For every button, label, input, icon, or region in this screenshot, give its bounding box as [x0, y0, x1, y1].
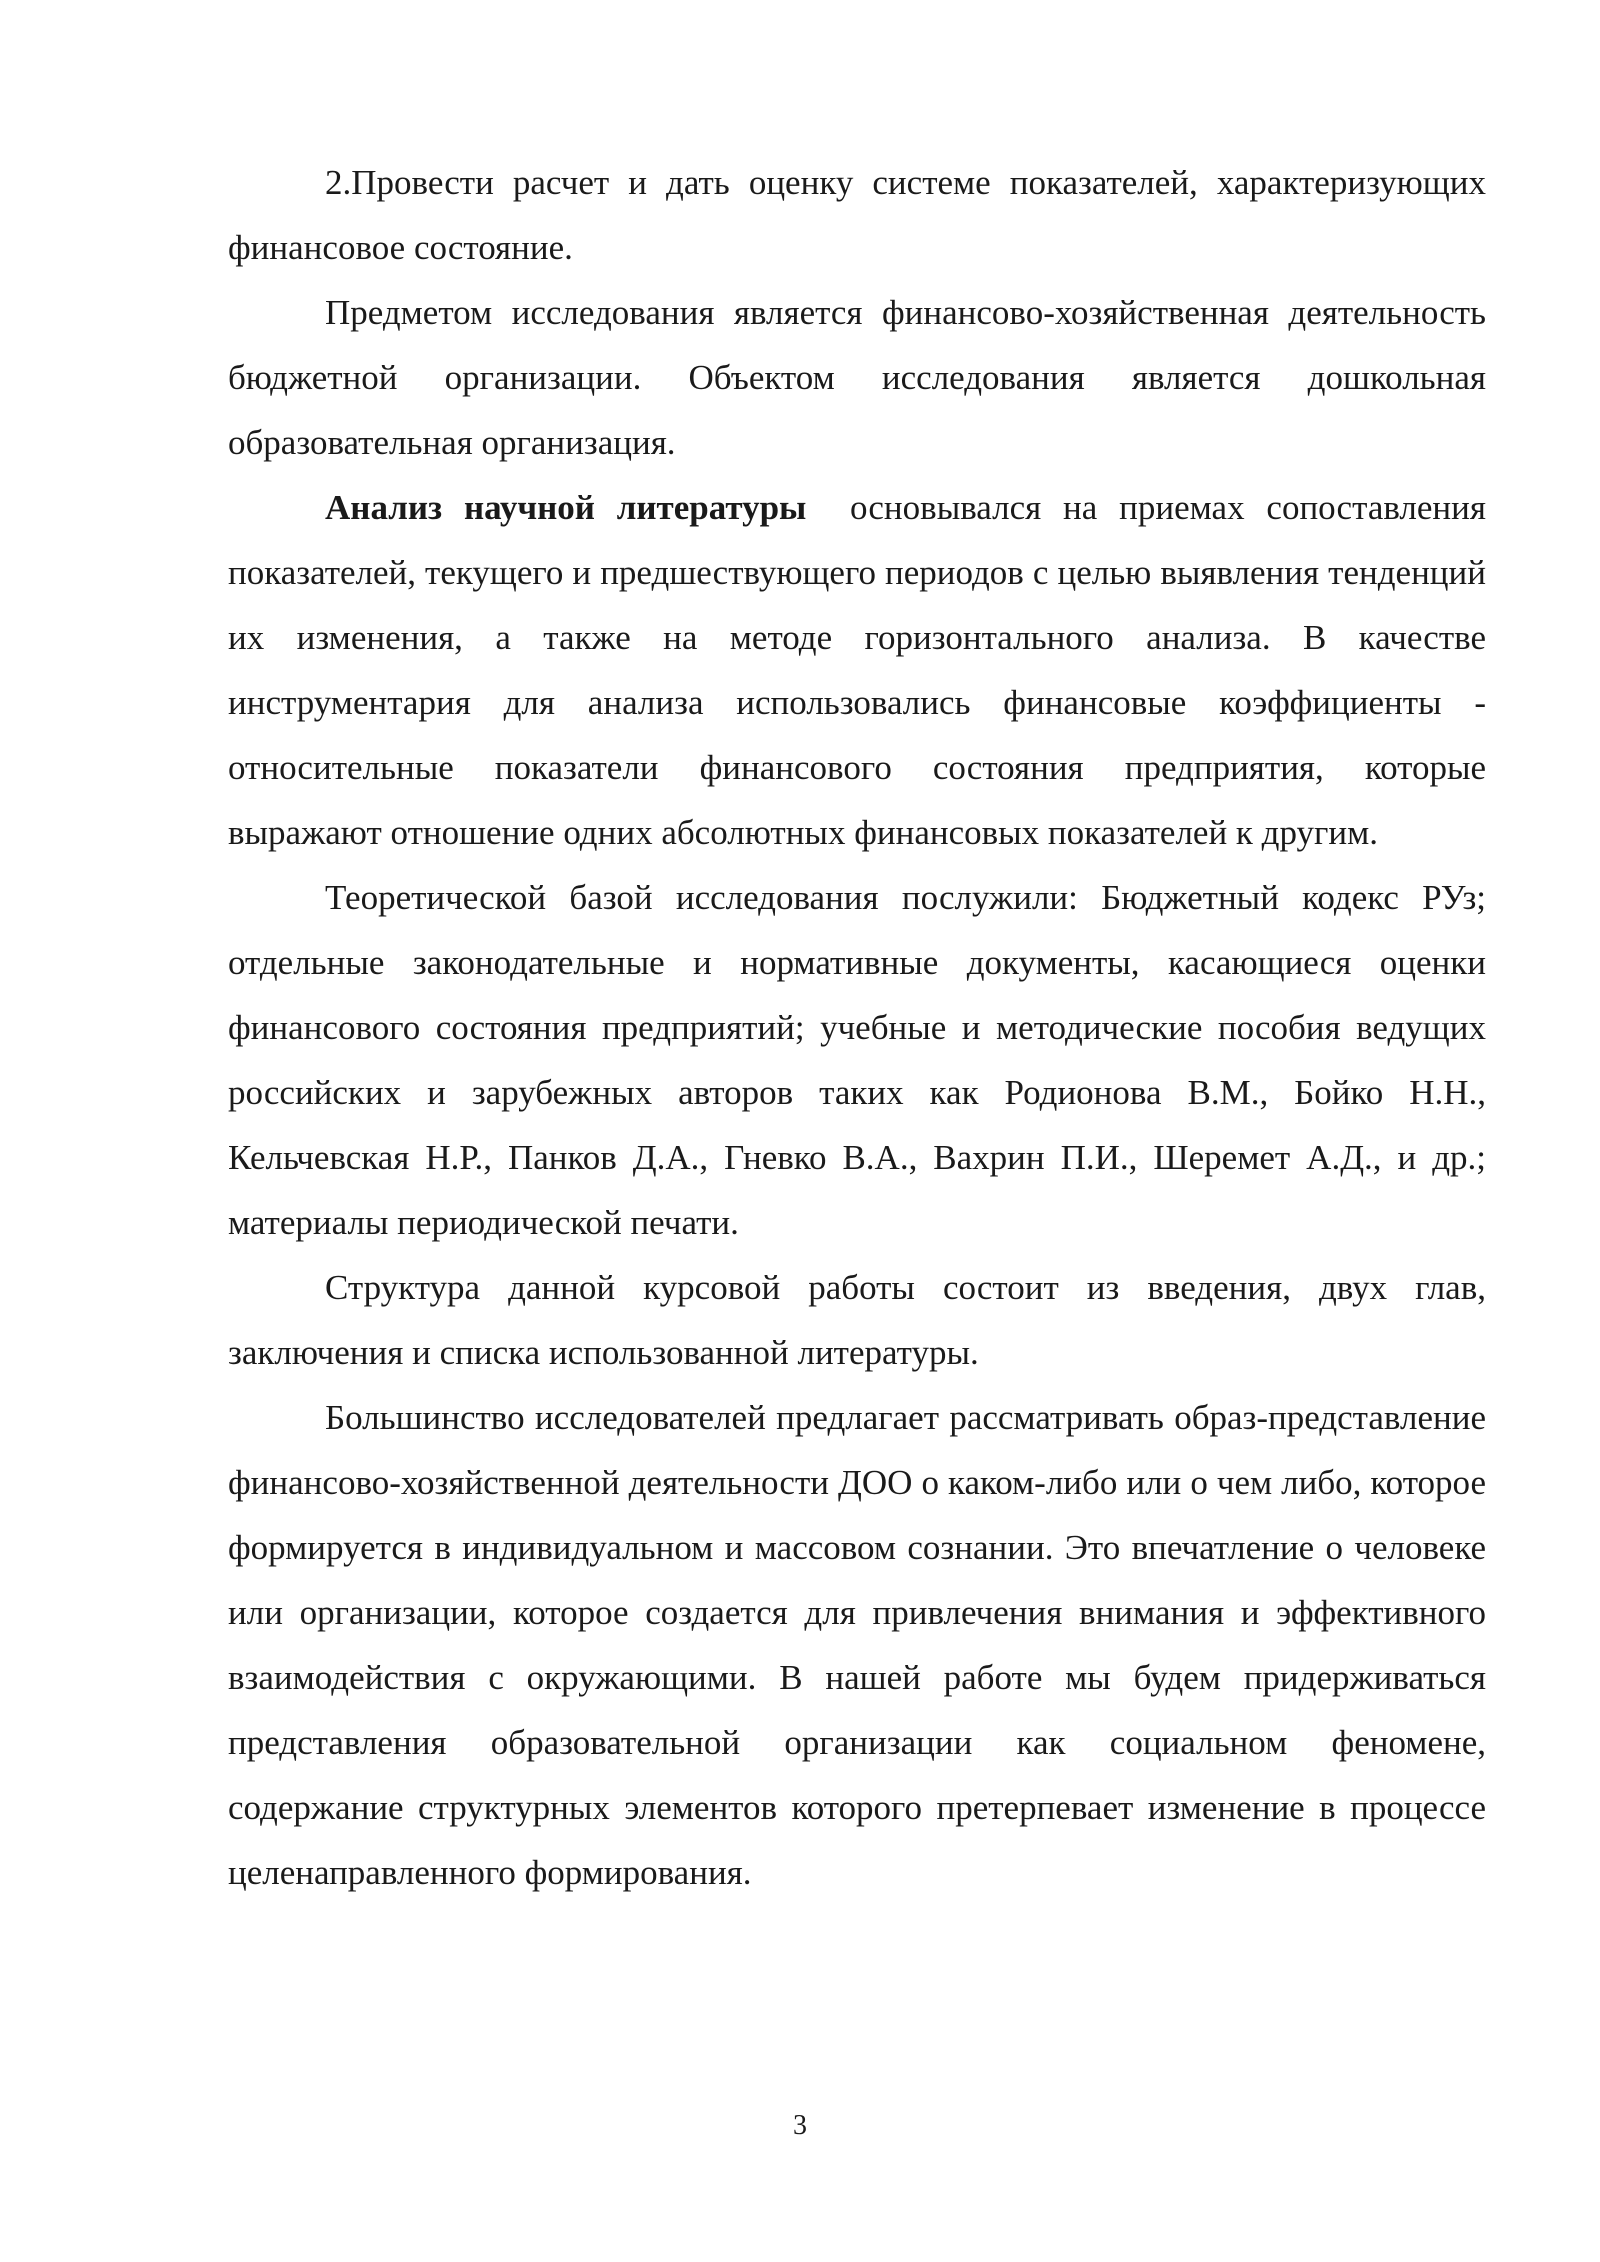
paragraph-text: Предметом исследования является финансово-хозяйственная деятельность бюджетной организации. Объектом исследования является дошкольная образовательная организация.: [228, 293, 1486, 462]
body-text: [228, 150, 1495, 1905]
paragraph-subject-object: [228, 280, 1486, 475]
paragraph-text: Теоретической базой исследования послужили: Бюджетный кодекс РУз; отдельные законодательные и нормативные документы, касающиеся оценки финансового состояния предприятий; учебные и методические пособия ведущих российских и зарубежных авторов таких как Родионова В.М., Бойко Н.Н., Кельчевская Н.Р., Панков Д.А., Гневко В.А., Вахрин П.И., Шеремет А.Д., и др.; материалы периодической печати.: [228, 878, 1486, 1242]
paragraph-task-2: [228, 150, 1486, 280]
paragraph-theoretical-base: [228, 865, 1486, 1255]
page-number: 3: [793, 2110, 807, 2141]
paragraph-image-representation: [228, 1385, 1486, 1905]
paragraph-structure: [228, 1255, 1486, 1385]
paragraph-text: Большинство исследователей предлагает рассматривать образ-представление финансово-хозяйственной деятельности ДОО о каком-либо или о чем либо, которое формируется в индивидуальном и массовом сознании. Это впечатление о человеке или организации, которое создается для привлечения внимания и эффективного взаимодействия с окружающими. В нашей работе мы будем придерживаться представления образовательной организации как социальном феномене, содержание структурных элементов которого претерпевает изменение в процессе целенаправленного формирования.: [228, 1398, 1486, 1892]
paragraph-text: 2.Провести расчет и дать оценку системе показателей, характеризующих финансовое состояние.: [228, 163, 1486, 267]
bold-lead-text: Анализ научной литературы: [325, 488, 807, 527]
paragraph-text: основывался на приемах сопоставления показателей, текущего и предшествующего периодов с целью выявления тенденций их изменения, а также на методе горизонтального анализа. В качестве инструментария для анализа использовались финансовые коэффициенты - относительные показатели финансового состояния предприятия, которые выражают отношение одних абсолютных финансовых показателей к другим.: [228, 488, 1495, 852]
paragraph-text: Структура данной курсовой работы состоит из введения, двух глав, заключения и списка использованной литературы.: [228, 1268, 1486, 1372]
paragraph-literature-analysis: [228, 475, 1495, 865]
